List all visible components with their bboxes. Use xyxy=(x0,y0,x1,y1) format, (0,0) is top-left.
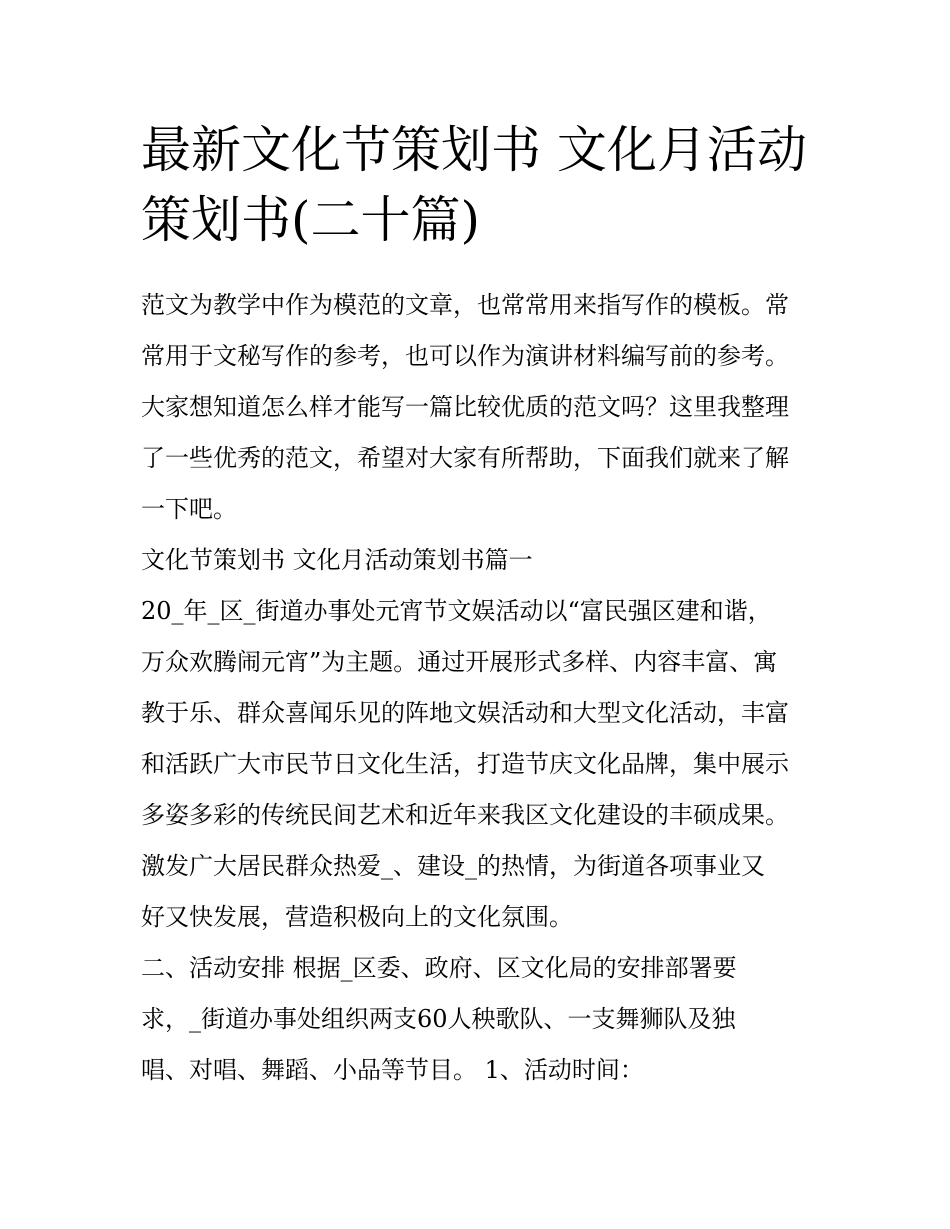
paragraph-line-7: 好又快发展，营造积极向上的文化氛围。 xyxy=(141,903,573,931)
section-heading: 文化节策划书 文化月活动策划书篇一 xyxy=(141,546,533,574)
paragraph-line-2: 万众欢腾闹元宵”为主题。通过开展形式多样、内容丰富、寓 xyxy=(141,648,778,676)
paragraph-line-4: 和活跃广大市民节日文化生活，打造节庆文化品牌，集中展示 xyxy=(141,750,789,778)
arrangement-line-1: 二、活动安排 根据_区委、政府、区文化局的安排部署要 xyxy=(141,954,737,982)
arrangement-line-3: 唱、对唱、舞蹈、小品等节目。 1、活动时间： xyxy=(141,1056,644,1084)
arrangement-line-2: 求，_街道办事处组织两支60人秧歌队、一支舞狮队及独 xyxy=(141,1005,736,1033)
document-title xyxy=(141,115,821,255)
title-line-2: 策划书(二十篇) xyxy=(141,191,481,249)
intro-line-2: 常用于文秘写作的参考，也可以作为演讲材料编写前的参考。 xyxy=(141,342,789,370)
intro-line-4: 了一些优秀的范文，希望对大家有所帮助，下面我们就来了解 xyxy=(141,444,789,472)
document-body xyxy=(141,280,821,1096)
intro-line-5: 一下吧。 xyxy=(141,495,237,523)
title-line-1: 最新文化节策划书 文化月活动 xyxy=(141,121,807,179)
paragraph-line-6: 激发广大居民群众热爱_、建设_的热情，为街道各项事业又 xyxy=(141,852,765,880)
paragraph-line-1: 20_年_区_街道办事处元宵节文娱活动以“富民强区建和谐， xyxy=(141,597,772,625)
intro-line-1: 范文为教学中作为模范的文章，也常常用来指写作的模板。常 xyxy=(141,291,789,319)
paragraph-line-5: 多姿多彩的传统民间艺术和近年来我区文化建设的丰硕成果。 xyxy=(141,801,789,829)
intro-line-3: 大家想知道怎么样才能写一篇比较优质的范文吗？这里我整理 xyxy=(141,393,789,421)
paragraph-line-3: 教于乐、群众喜闻乐见的阵地文娱活动和大型文化活动，丰富 xyxy=(141,699,789,727)
